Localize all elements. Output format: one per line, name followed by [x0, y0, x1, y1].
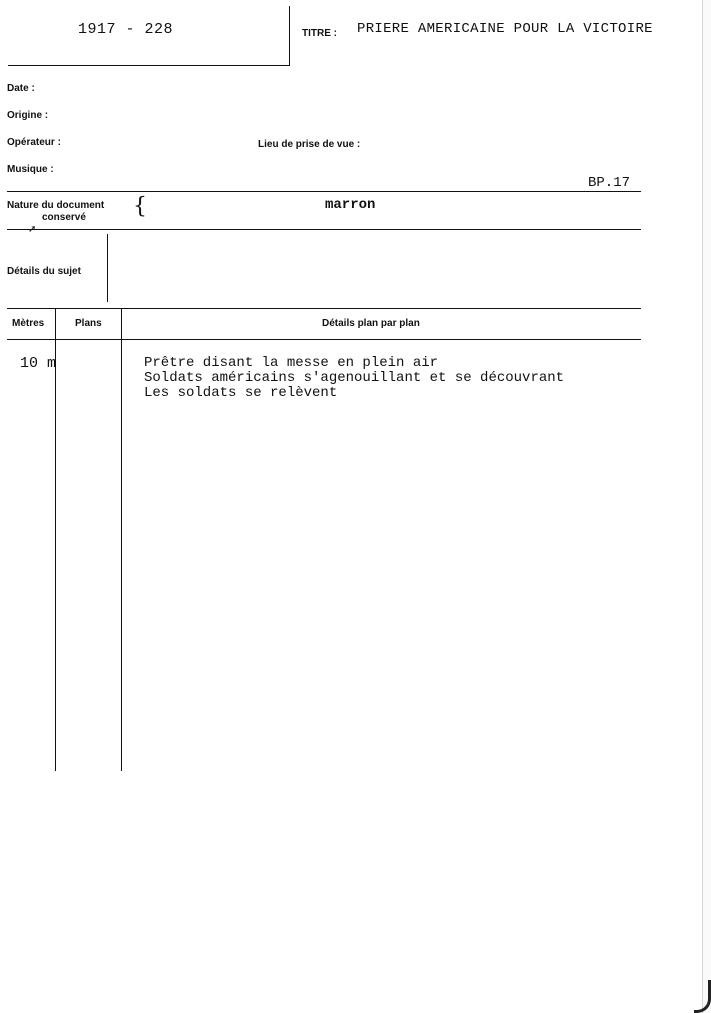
nature-label-line1: Nature du document	[7, 200, 105, 211]
list-item: Prêtre disant la messe en plein air	[144, 355, 439, 371]
details-sujet-label: Détails du sujet	[7, 266, 81, 277]
archive-code: BP.17	[588, 175, 631, 191]
column-header-metres: Mètres	[12, 318, 45, 329]
titre-label: TITRE :	[302, 28, 337, 39]
divider-nature-bottom	[7, 229, 641, 230]
nature-brace-icon: {	[133, 194, 147, 219]
list-item: Soldats américains s'agenouillant et se découvrant	[144, 370, 565, 386]
column-divider-plans	[121, 309, 122, 771]
header-box-right-border	[289, 6, 290, 65]
page-edge-shadow	[702, 0, 711, 1013]
divider-nature-top	[7, 191, 641, 192]
table-row-metres: 10 m	[20, 355, 57, 372]
list-item: Les soldats se relèvent	[144, 385, 338, 401]
column-divider-metres	[55, 309, 56, 771]
table-top-border	[7, 308, 641, 309]
header-box-bottom-border	[8, 65, 290, 66]
operateur-label: Opérateur :	[7, 137, 61, 148]
column-header-plans: Plans	[75, 318, 102, 329]
details-sujet-bracket	[107, 234, 108, 302]
date-label: Date :	[7, 83, 35, 94]
origine-label: Origine :	[7, 110, 49, 121]
table-row-details	[144, 356, 564, 401]
reference-number: 1917 - 228	[78, 21, 174, 38]
nature-label-line2: conservé	[42, 212, 86, 223]
arrow-mark-icon: ➚	[28, 224, 37, 235]
musique-label: Musique :	[7, 164, 54, 175]
table-header-bottom-border	[7, 339, 641, 340]
titre-value: PRIERE AMERICAINE POUR LA VICTOIRE	[357, 21, 653, 37]
nature-value: marron	[325, 197, 376, 213]
lieu-label: Lieu de prise de vue :	[258, 139, 361, 150]
column-header-details: Détails plan par plan	[322, 318, 420, 329]
